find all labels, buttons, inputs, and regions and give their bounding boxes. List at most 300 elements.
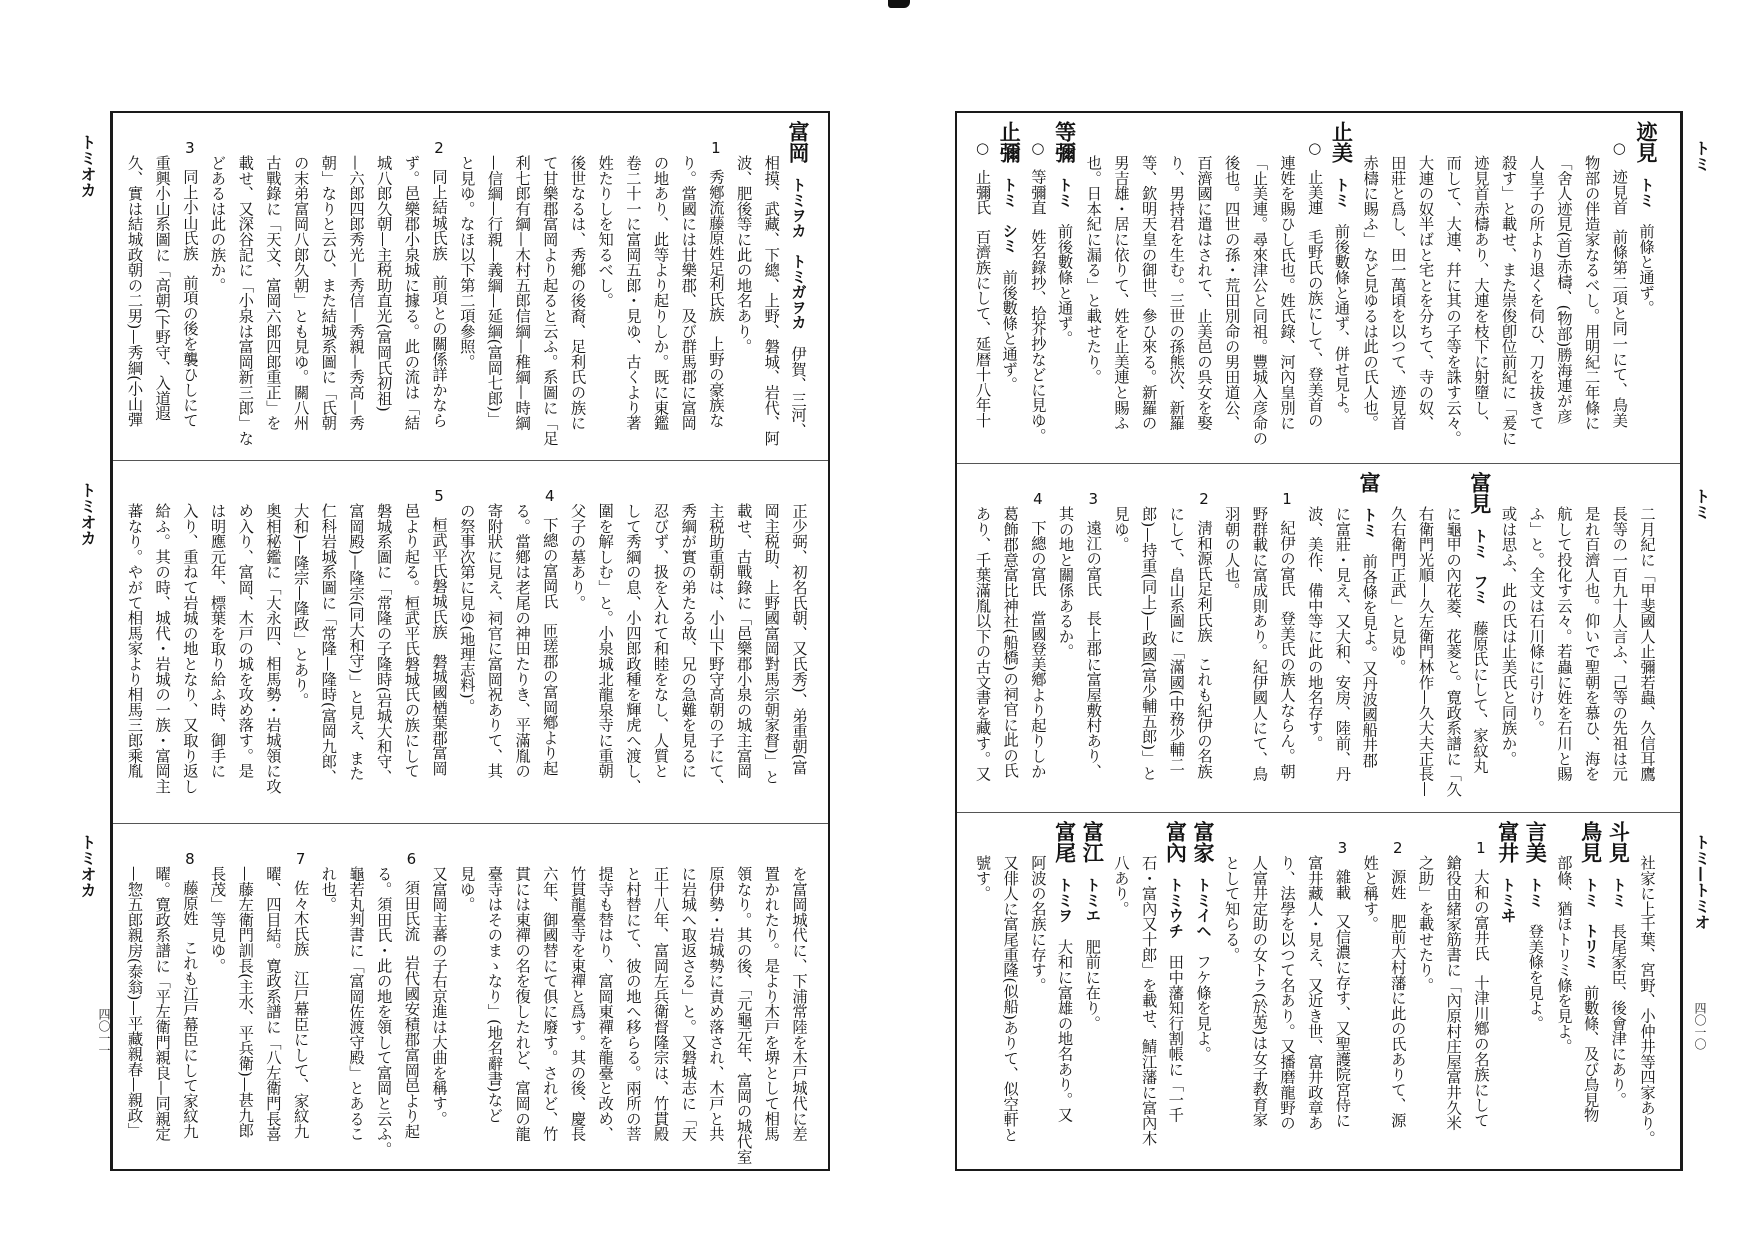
body-text: 二月紀に「甲斐國人止彌若蟲、久信耳鷹	[1638, 506, 1656, 782]
body-text: 利七郎有綱—木村五郎信綱—稚綱—時綱	[513, 155, 532, 431]
body-text: 前項の後を襲ひしにて	[180, 274, 199, 428]
text-column	[1300, 464, 1328, 812]
body-text: 殺す」と載せ、また崇俊卽位前紀に「爰に	[1499, 155, 1518, 446]
text-column	[203, 113, 231, 460]
body-text: 也。日本紀に漏る」と載せたり。	[1084, 155, 1103, 385]
entry-heading-column	[1522, 813, 1550, 1169]
body-text: 原伊勢・岩城勢に責め落され、木戸と共	[706, 866, 725, 1142]
entry-heading-column	[1577, 813, 1605, 1169]
text-column	[996, 464, 1024, 812]
body-text: 前條第二項と同一にて、鳥美	[1610, 228, 1629, 428]
body-text: 毛野氏の族にして、登美首の	[1305, 228, 1324, 428]
text-column	[535, 824, 563, 1169]
body-text: 正少弼、初名氏朝、又氏秀)、弟重朝(富	[790, 503, 808, 776]
entry-marker: 4	[540, 487, 559, 505]
text-column	[397, 461, 425, 823]
body-text: 大連の奴半ばと宅とを分ちて、寺の奴、	[1416, 155, 1435, 431]
text-column	[507, 113, 535, 460]
text-column	[452, 113, 480, 460]
text-column	[148, 461, 176, 823]
text-column	[424, 824, 452, 1169]
text-column	[968, 464, 996, 812]
body-text: の祭事次第に見ゆ(地理志料)。	[457, 503, 476, 714]
text-section	[957, 113, 1680, 463]
body-text: る。當鄕は老尾の神田たりき、平滿胤の	[513, 503, 532, 779]
body-text: 蕃なり。やがて相馬家より相馬三郎乘胤	[125, 503, 144, 779]
entry-heading-column	[1162, 813, 1190, 1169]
sub-entry-name: 雜載	[1333, 869, 1352, 900]
body-text: 富岡殿)—隆宗(同大和守)」と見え、また	[347, 503, 365, 782]
text-column	[1217, 464, 1245, 812]
entry-marker: 8	[180, 850, 199, 868]
body-text: 卷二十一に富岡五郎・見ゆ、古くより著	[623, 155, 642, 431]
sub-entry-column	[535, 461, 563, 823]
text-column	[480, 461, 508, 823]
headword: 止美	[1329, 121, 1355, 163]
headword-reading: トミ	[1526, 877, 1545, 908]
body-text: 伊賀、三河、	[789, 346, 807, 438]
body-text: 久右衛門正武」と見ゆ。	[1388, 506, 1407, 675]
sub-entry-column	[1300, 113, 1328, 463]
headword-reading: トミ トリミ	[1581, 877, 1600, 969]
body-text: に富莊・見え、又大和、安房、陸前、丹	[1333, 506, 1352, 782]
body-text: 後世なるは、秀鄕の後裔、足利氏の族に	[568, 155, 587, 431]
entry-marker: 6	[402, 850, 421, 868]
entry-marker: 2	[430, 139, 449, 157]
text-column	[369, 461, 397, 823]
headword-reading: トミエ	[1083, 877, 1102, 923]
body-text: て甘樂郡富岡より起ると云ふ。系圖に「足	[540, 155, 559, 446]
text-column	[120, 461, 148, 823]
body-text: 等、欽明天皇の御世、參ひ來る。新羅の	[1139, 155, 1158, 431]
sub-entry-name: 止彌氏	[973, 169, 992, 215]
headword: 富井	[1495, 821, 1521, 863]
body-text: 波、美作、備中等に此の地名存す。	[1305, 506, 1324, 751]
body-text: 前條と通ず。	[1637, 223, 1655, 316]
sub-entry-column	[1023, 464, 1051, 812]
entry-marker: 3	[1084, 490, 1103, 508]
running-head: トミオカ	[78, 482, 97, 546]
sub-entry-name: 紀伊の富氏	[1278, 520, 1297, 597]
text-column	[535, 113, 563, 460]
text-column	[784, 824, 812, 1169]
text-section	[957, 812, 1680, 1169]
text-column	[1411, 113, 1439, 463]
body-text: 長茂」等見ゆ。	[208, 866, 227, 974]
body-text: 前項との關係詳かなら	[430, 274, 449, 428]
sub-entry-name: 同上小山氏族	[180, 169, 199, 261]
text-column	[1051, 464, 1079, 812]
body-text: 貫には東禪の名を復したれど、富岡の龍	[513, 866, 532, 1142]
sub-entry-column	[424, 113, 452, 460]
body-text: 之助」を載せたり。	[1416, 855, 1435, 993]
sub-entry-name: 止美連	[1305, 169, 1324, 215]
body-text: 肥前に在り。	[1083, 938, 1102, 1031]
headword-reading: トミ	[1609, 877, 1628, 908]
headword-reading: トミ フミ	[1470, 528, 1489, 605]
body-text: 是れ百濟人也。仰いで聖朝を慕ひ、海を	[1582, 506, 1601, 782]
body-text: 十津川鄕の名族にして	[1471, 974, 1490, 1128]
text-column	[563, 113, 591, 460]
sub-entry-column	[1328, 813, 1356, 1169]
body-text: ふ」と。全文は石川條に引けり。	[1527, 506, 1546, 736]
headword-reading: トミヰ	[1498, 877, 1517, 923]
body-text: 前後數條と通ず、併せ見よ。	[1332, 223, 1351, 423]
body-text: 右衛門光順—久左衛門林作—久大夫正長—	[1416, 506, 1435, 797]
body-text: 波、肥後等に此の地名あり。	[734, 155, 753, 354]
body-text: の末弟富岡八郎久朝」とも見ゆ。關八州	[291, 155, 310, 431]
body-text: 大和に富雄の地名あり。又	[1055, 938, 1074, 1123]
headword: 富江	[1080, 821, 1106, 863]
text-column	[148, 824, 176, 1169]
entry-marker: 5	[430, 487, 449, 505]
headword: 止彌	[997, 121, 1023, 163]
text-section	[113, 460, 828, 823]
text-column	[452, 824, 480, 1169]
text-column	[701, 461, 729, 823]
text-column	[1632, 813, 1660, 1169]
body-text: 相摸、武藏、下總、上野、磐城、岩代、阿	[762, 155, 781, 446]
text-column	[1494, 464, 1522, 812]
text-column	[1272, 113, 1300, 463]
headword-reading: トミ シミ	[1000, 177, 1019, 254]
body-text: 六年、御國替にて俱に廢す。されど、竹	[540, 866, 559, 1142]
sub-entry-name: 秀鄕流藤原姓足利氏族	[706, 169, 725, 322]
running-head: トミオカ	[78, 134, 97, 198]
body-text: 葛飾郡意富比神社(船橋)の祠官に此の氏	[1001, 506, 1020, 779]
text-column	[1106, 813, 1134, 1169]
body-text: 秀綱が實の弟たる故、兄の急難を見るに	[679, 503, 698, 779]
body-text: これも紀伊の名族	[1195, 656, 1213, 779]
text-column	[757, 461, 785, 823]
entry-heading-column	[784, 113, 812, 460]
text-column	[175, 461, 203, 823]
headword: 迹見	[1634, 121, 1659, 163]
body-text: どあるは此の族か。	[208, 155, 227, 293]
sub-entry-column	[1272, 464, 1300, 812]
body-text: 肥前大村藩に此の氏ありて、源	[1388, 913, 1407, 1128]
body-text: に龜甲の內花菱、花菱と。寛政系譜に「久	[1444, 506, 1463, 797]
text-column	[674, 461, 702, 823]
text-column	[1134, 464, 1162, 812]
sub-entry-column	[1383, 813, 1411, 1169]
body-text: 忍びず、扱を入れて和睦をなし、人質と	[651, 503, 670, 779]
text-column	[757, 113, 785, 460]
body-text: 龜若丸判書に「富岡佐渡守殿」とあるこ	[347, 866, 365, 1142]
text-column	[674, 824, 702, 1169]
text-column	[1466, 113, 1494, 463]
body-text: 羽朝の人也。	[1222, 506, 1241, 598]
sub-entry-name: 須田氏流	[402, 880, 421, 942]
body-text: 上野の豪族な	[706, 336, 725, 428]
entry-marker: 4	[1028, 490, 1047, 508]
text-column	[286, 461, 314, 823]
text-column	[231, 113, 259, 460]
body-text: 提寺も替はり、富岡東禪を龍臺と改め、	[596, 866, 615, 1142]
text-column	[203, 461, 231, 823]
text-column	[1549, 813, 1577, 1169]
text-column	[1300, 813, 1328, 1169]
headword: 富見	[1467, 472, 1493, 514]
text-column	[1162, 464, 1190, 812]
text-column	[1134, 813, 1162, 1169]
sub-entry-column	[1189, 464, 1217, 812]
body-text: と村替にて、彼の地へ移らる。兩所の菩	[623, 866, 642, 1142]
body-text: 登美條を見よ。	[1526, 923, 1545, 1031]
entry-marker: 3	[1333, 839, 1352, 857]
text-column	[784, 461, 812, 823]
body-text: —六郎四郎秀光—秀信—秀親—秀高—秀	[347, 155, 365, 431]
headword: 斗見	[1606, 821, 1632, 863]
text-column	[286, 113, 314, 460]
body-text: 姓名錄抄、拾芥抄などに見ゆ。	[1028, 228, 1047, 444]
body-text: 人富井定助の女トラ(於莵)は女子教育家	[1250, 855, 1269, 1128]
right-page-text-frame	[955, 111, 1683, 1171]
text-column	[618, 113, 646, 460]
body-text: 古戰錄に「天文、富岡六郎四郎重正」を	[263, 155, 282, 431]
text-column	[563, 824, 591, 1169]
text-column	[1189, 113, 1217, 463]
text-column	[1549, 464, 1577, 812]
headword: 鳥見	[1578, 821, 1604, 863]
body-text: 部條、猶ほトリミ條を見よ。	[1554, 855, 1573, 1054]
body-text: して秀綱の息、小四郎政種を輝虎へ渡し、	[623, 503, 642, 794]
body-text: 連姓を賜ひし氏也。姓氏錄、河內皇別に	[1278, 155, 1297, 431]
text-column	[231, 461, 259, 823]
page-number: 四〇一一	[97, 1008, 111, 1056]
text-column	[591, 113, 619, 460]
body-text: に岩城へ取返さる」と。又磐城志に「天	[679, 866, 698, 1142]
text-column	[148, 113, 176, 460]
text-column	[1522, 113, 1550, 463]
text-column	[618, 461, 646, 823]
text-column	[1245, 464, 1273, 812]
sub-entry-name: 淸和源氏足利氏族	[1195, 520, 1213, 643]
text-column	[1439, 113, 1467, 463]
entry-marker: 3	[180, 139, 199, 157]
sub-entry-name: 迹見首	[1610, 169, 1629, 215]
body-text: にして、畠山系圖に「滿國(中務少輔二	[1167, 506, 1186, 773]
sub-entry-name: 大和の富井氏	[1471, 869, 1490, 961]
body-text: 百濟族にして、延暦十八年十	[973, 228, 992, 428]
text-column	[1411, 464, 1439, 812]
body-text: 前後數條と通ず。	[1000, 269, 1019, 392]
sub-entry-name: 下總の富岡氏	[540, 517, 559, 609]
entry-marker: 2	[1195, 490, 1213, 508]
text-column	[729, 113, 757, 460]
text-column	[397, 113, 425, 460]
text-column	[1605, 464, 1633, 812]
body-text: 航して投化す云々。若蟲に姓を石川と賜	[1554, 506, 1573, 782]
text-column	[1162, 113, 1190, 463]
text-column	[563, 461, 591, 823]
text-column	[591, 824, 619, 1169]
body-text: 藤原氏にして、家紋丸	[1470, 620, 1489, 774]
text-column	[369, 824, 397, 1169]
body-text: 正十八年、富岡左兵衛督隆宗は、竹貫殿	[651, 866, 670, 1142]
text-column	[646, 113, 674, 460]
text-column	[1494, 113, 1522, 463]
body-text: 竹貫龍臺寺を東禪と爲す。其の後、慶長	[568, 866, 587, 1142]
body-text: 其の地と關係あるか。	[1056, 506, 1075, 659]
headword-reading: トミヲ	[1055, 877, 1074, 923]
entry-marker: 1	[706, 139, 725, 157]
entry-heading-column	[1051, 813, 1079, 1169]
body-text: 又信濃に存す、又聖護院宮侍に	[1333, 913, 1352, 1128]
text-column	[314, 113, 342, 460]
text-column	[1577, 113, 1605, 463]
text-column	[120, 113, 148, 460]
body-text: これも江戸幕臣にして家紋九	[180, 939, 199, 1139]
text-column	[729, 824, 757, 1169]
body-text: 姓と稱す。	[1361, 855, 1380, 932]
text-column	[1079, 113, 1107, 463]
body-text: め入り、富岡、木戸の城を攻め落す。是	[236, 503, 255, 779]
text-column	[1355, 113, 1383, 463]
entry-marker: ○	[1305, 139, 1324, 157]
body-text: 給ふ。其の時、城代・岩城の一族・富岡主	[153, 503, 172, 794]
body-text: 男吉雄・居に依りて、姓を止美連と賜ふ	[1111, 155, 1130, 431]
text-column	[1134, 113, 1162, 463]
text-column	[314, 824, 342, 1169]
text-column	[258, 824, 286, 1169]
body-text: 前數條、及び鳥見物	[1581, 984, 1600, 1123]
sub-entry-name: 下總の富氏	[1028, 520, 1047, 597]
entry-marker: 1	[1471, 839, 1490, 857]
text-column	[258, 113, 286, 460]
body-text: フケ條を見よ。	[1194, 954, 1212, 1062]
sub-entry-column	[424, 461, 452, 823]
text-column	[203, 824, 231, 1169]
entry-heading-column	[1051, 113, 1079, 463]
headword: 富岡	[786, 121, 811, 163]
body-text: る。須田氏・此の地を領して富岡と云ふ。	[374, 866, 393, 1157]
text-column	[591, 461, 619, 823]
text-column	[1023, 813, 1051, 1169]
headword-reading: トミ	[1360, 507, 1379, 538]
body-text: と見ゆ。なほ以下第二項參照。	[457, 155, 476, 370]
text-column	[1217, 113, 1245, 463]
headword: 富尾	[1052, 821, 1078, 863]
sub-entry-name: 源姓	[1388, 869, 1407, 900]
body-text: 大和)—隆宗—隆政」とあり。	[291, 503, 310, 708]
text-column	[480, 824, 508, 1169]
text-column	[1549, 113, 1577, 463]
sub-entry-column	[286, 824, 314, 1169]
body-text: 仁科岩城系圖に「常隆—隆時(富岡九郎、	[319, 503, 338, 785]
text-column	[1272, 813, 1300, 1169]
text-column	[1217, 813, 1245, 1169]
headword-reading: トミヲカ トミガヲカ	[789, 177, 807, 330]
body-text: 見ゆ。	[457, 866, 476, 912]
text-column	[258, 461, 286, 823]
body-text: 長尾家臣、後會津にあり。	[1609, 923, 1628, 1108]
text-column	[1632, 464, 1660, 812]
text-column	[646, 461, 674, 823]
entry-heading-column	[1355, 464, 1383, 812]
entry-marker: 7	[291, 850, 310, 868]
body-text: を富岡城代に、下浦常陸を木戸城代に差	[790, 866, 808, 1142]
running-head: トミ	[1692, 140, 1711, 172]
body-text: 領なり。其の後、「元龜元年、富岡の城代室	[734, 866, 753, 1165]
running-head: トミ	[1692, 488, 1711, 520]
body-text: 郎)—持重(同上)—政國(富少輔五郎)」と	[1139, 506, 1158, 781]
body-text: —藤左衛門訓長(主水、平兵衛)—甚九郎	[236, 866, 255, 1139]
body-text: 重興小山系圖に「高朝(下野守、入道遐	[153, 155, 172, 422]
body-text: 又俳人に富尾重隆(似船)ありて、似空軒と	[1001, 855, 1020, 1143]
running-head: トミ—トミオ	[1692, 834, 1711, 930]
entry-marker: 1	[1278, 490, 1297, 508]
sub-entry-column	[1466, 813, 1494, 1169]
body-text: 寄附狀に見え、祠官に富岡祝ありて、其	[485, 503, 504, 779]
body-text: 入り、重ねて岩城の地となり、又取り返し	[180, 503, 199, 794]
body-text: り、男持君を生む。三世の孫熊次、新羅	[1167, 155, 1186, 431]
sub-entry-name: 藤原姓	[180, 880, 199, 926]
body-text: 八あり。	[1111, 855, 1130, 917]
entry-heading-column	[1494, 813, 1522, 1169]
body-text: ず。邑樂郡小泉城に據る。此の流は「結	[402, 155, 421, 431]
left-page-text-frame	[110, 111, 830, 1171]
sub-entry-name: 佐々木氏族	[291, 880, 310, 957]
entry-heading-column	[1079, 813, 1107, 1169]
body-text: 父子の墓あり。	[568, 503, 587, 611]
text-column	[701, 824, 729, 1169]
text-column	[341, 461, 369, 823]
body-text: として知らる。	[1222, 855, 1241, 963]
body-text: 社家に上千葉、宮野、小仲井等四家あり。	[1638, 855, 1656, 1146]
running-head: トミオカ	[78, 834, 97, 898]
body-text: 「舍人迹見(首)赤檮、(物部)勝海連が彦	[1554, 155, 1573, 424]
text-column	[618, 824, 646, 1169]
sub-entry-name: 同上結城氏族	[430, 169, 449, 261]
body-text: 奥相秘鑑に「大永四、相馬勢・岩城領に攻	[263, 503, 282, 794]
body-text: 或は思ふ、此の氏は止美氏と同族か。	[1499, 506, 1518, 767]
text-column	[996, 813, 1024, 1169]
headword-reading: トミイヘ	[1194, 877, 1212, 939]
headword: 富家	[1191, 821, 1216, 863]
body-text: り。當國には甘樂郡、及び群馬郡に富岡	[679, 155, 698, 431]
text-section	[957, 463, 1680, 812]
body-text: 主税助重朝は、小山下野守高朝の子にて、	[706, 503, 725, 794]
body-text: 載せ、又深谷記に「小泉は富岡新三郎」な	[236, 155, 255, 446]
body-text: —信綱—行親—義綱—延綱(富岡七郎)」	[485, 155, 504, 428]
body-text: 百濟國に遣はされて、止美邑の呉女を娶	[1195, 155, 1213, 431]
text-column	[452, 461, 480, 823]
body-text: 圍を解しむ」と。小泉城北龍泉寺に重朝	[596, 503, 615, 779]
entry-heading-column	[1189, 813, 1217, 1169]
entry-heading-column	[1632, 113, 1660, 463]
text-column	[1411, 813, 1439, 1169]
text-column	[314, 461, 342, 823]
sub-entry-column	[1023, 113, 1051, 463]
body-text: 匝瑳郡の富岡鄕より起	[540, 622, 559, 776]
sub-entry-name: 桓武平氏磐城氏族	[430, 517, 449, 640]
body-text: 阿波の名族に存す。	[1028, 855, 1047, 993]
body-text: 姓たりしを知るべし。	[596, 155, 615, 308]
text-column	[480, 113, 508, 460]
sub-entry-column	[175, 113, 203, 460]
body-text: 赤檮に賜ふ」など見ゆるは此の氏人也。	[1361, 155, 1380, 431]
sub-entry-name: 遠江の富氏	[1084, 520, 1103, 597]
headword: 富	[1357, 472, 1383, 493]
entry-marker: 2	[1388, 839, 1407, 857]
body-text: 當國登美鄕より起りしか	[1028, 610, 1047, 779]
body-text: 磐城系圖に「常隆の子隆時(岩城大和守、	[374, 503, 393, 785]
text-column	[1439, 813, 1467, 1169]
body-text: 富井藏人・見え、又近き世、富井政章あ	[1305, 855, 1324, 1131]
text-column	[968, 813, 996, 1169]
headword: 言美	[1523, 821, 1549, 863]
